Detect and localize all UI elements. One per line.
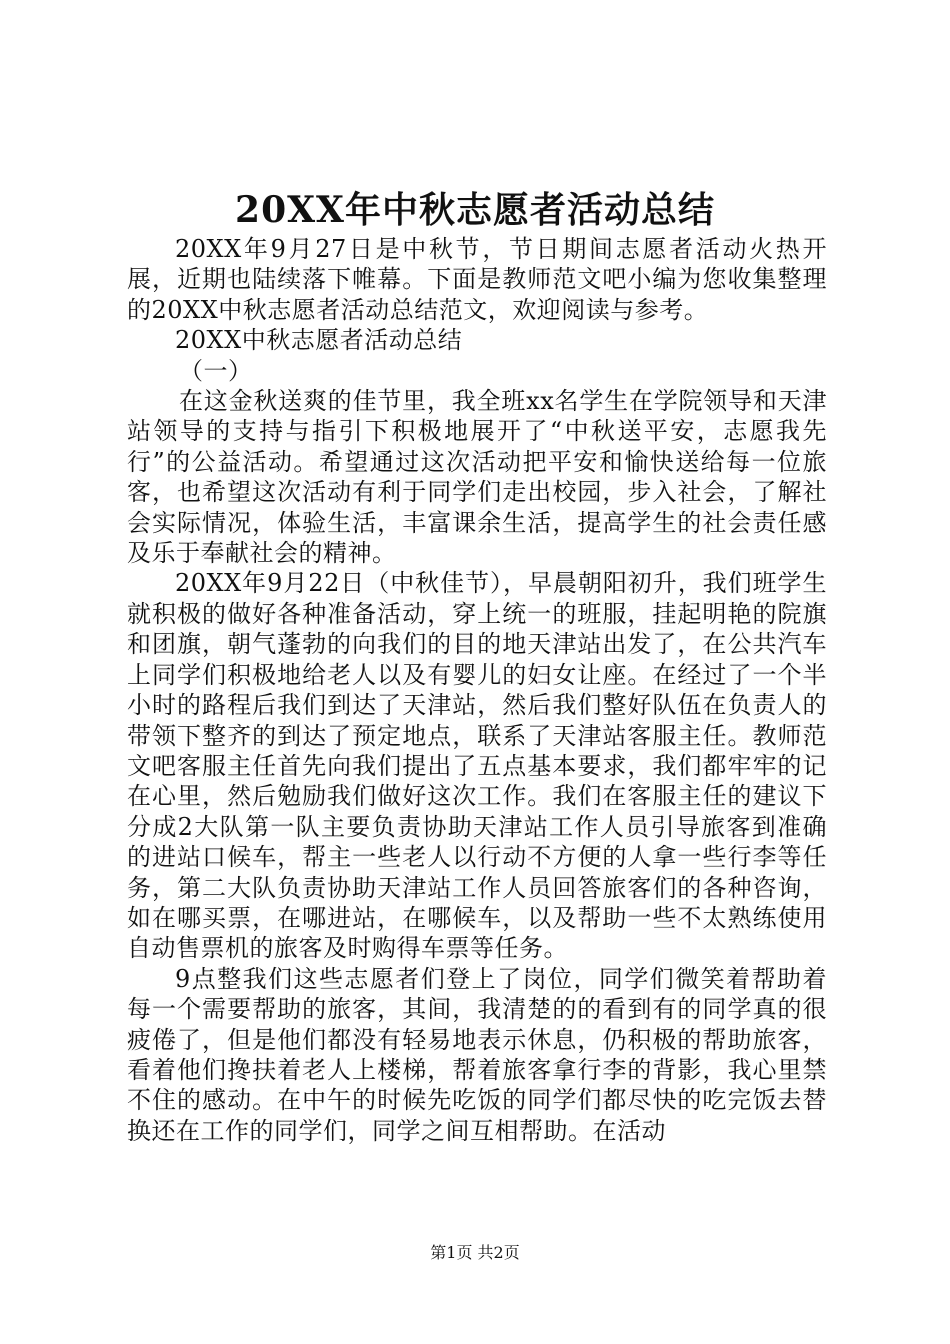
page-footer: 第1页 共2页	[430, 1243, 520, 1262]
body-paragraph: 20XX年9月22日（中秋佳节），早晨朝阳初升，我们班学生就积极的做好各种准备活动，穿上统一的班服，挂起明艳的院旗和团旗，朝气蓬勃的向我们的目的地天津站出发了，在公共汽车上同学们积极地给老人以及有婴儿的妇女让座。在经过了一个半小时的路程后我们到达了天津站，然后我们整好队伍在负责人的带领下整齐的到达了预定地点，联系了天津站客服主任。教师范文吧客服主任首先向我们提出了五点基本要求，我们都牢牢的记在心里，然后勉励我们做好这次工作。我们在客服主任的建议下分成2大队第一队主要负责协助天津站工作人员引导旅客到准确的进站口候车，帮主一些老人以行动不方便的人拿一些行李等任务，第二大队负责协助天津站工作人员回答旅客们的各种咨询，如在哪买票，在哪进站，在哪候车，以及帮助一些不太熟练使用自动售票机的旅客及时购得车票等任务。	[127, 569, 827, 963]
document-body	[127, 234, 827, 1146]
body-paragraph: 在这金秋送爽的佳节里，我全班xx名学生在学院领导和天津站领导的支持与指引下积极地展开了“中秋送平安，志愿我先行”的公益活动。希望通过这次活动把平安和愉快送给每一位旅客，也希望这次活动有利于同学们走出校园，步入社会，了解社会实际情况，体验生活，丰富课余生活，提高学生的社会责任感及乐于奉献社会的精神。	[127, 387, 827, 568]
intro-paragraph: 20XX年9月27日是中秋节，节日期间志愿者活动火热开展，近期也陆续落下帷幕。下面是教师范文吧小编为您收集整理的20XX中秋志愿者活动总结范文，欢迎阅读与参考。	[127, 235, 827, 324]
section-number: （一）	[179, 356, 253, 385]
body-paragraph: 9点整我们这些志愿者们登上了岗位，同学们微笑着帮助着每一个需要帮助的旅客，其间，我清楚的的看到有的同学真的很疲倦了，但是他们都没有轻易地表示休息，仍积极的帮助旅客，看着他们搀扶着老人上楼梯，帮着旅客拿行李的背影，我心里禁不住的感动。在中午的时候先吃饭的同学们都尽快的吃完饭去替换还在工作的同学们，同学之间互相帮助。在活动	[127, 964, 827, 1145]
section-heading: 20XX中秋志愿者活动总结	[175, 326, 463, 355]
document-title: 20XX年中秋志愿者活动总结	[235, 189, 715, 231]
